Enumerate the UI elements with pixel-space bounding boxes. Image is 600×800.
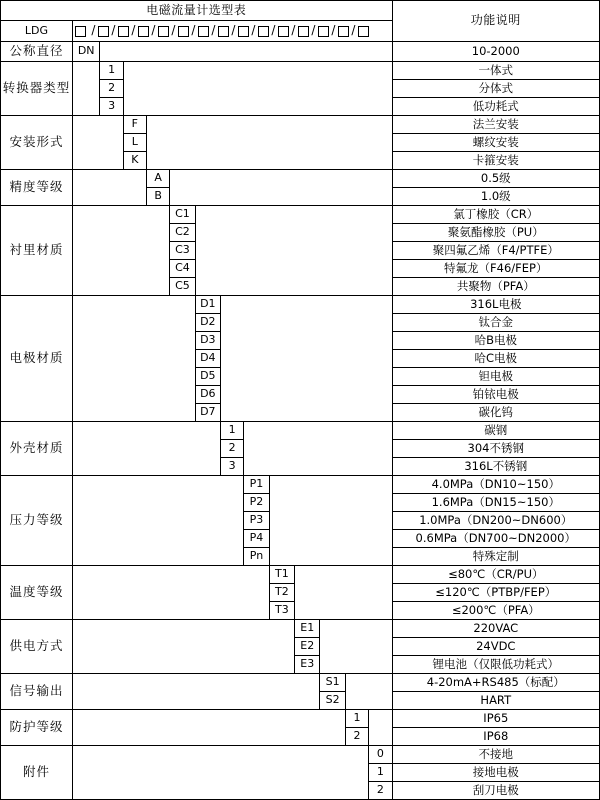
code-cell[interactable]: D3	[195, 332, 220, 350]
description-cell: ≤200℃（PFA）	[392, 602, 599, 620]
description-cell: 接地电极	[392, 764, 599, 782]
code-box[interactable]	[118, 26, 129, 37]
code-cell[interactable]: P1	[244, 476, 269, 494]
description-cell: 刮刀电极	[392, 782, 599, 800]
description-cell: 法兰安装	[392, 116, 599, 134]
description-cell: 304不锈钢	[392, 440, 599, 458]
description-cell: 锂电池（仅限低功耗式）	[392, 656, 599, 674]
description-cell: 10-2000	[392, 42, 599, 62]
code-cell[interactable]: D7	[195, 404, 220, 422]
category-label: 精度等级	[1, 170, 73, 206]
code-cell[interactable]: C1	[170, 206, 195, 224]
table-row	[1, 422, 600, 440]
table-row	[1, 620, 600, 638]
code-cell[interactable]: P2	[244, 494, 269, 512]
code-cell[interactable]: E1	[295, 620, 320, 638]
spacer-cell	[72, 476, 243, 566]
code-box[interactable]	[138, 26, 149, 37]
slash-separator: /	[331, 23, 336, 38]
description-cell: 0.6MPa（DN700~DN2000）	[392, 530, 599, 548]
table-row	[1, 746, 600, 764]
code-cell[interactable]: C2	[170, 224, 195, 242]
description-cell: 钛合金	[392, 314, 599, 332]
table-row	[1, 170, 600, 188]
code-cell[interactable]: L	[123, 134, 146, 152]
table-row	[1, 42, 600, 62]
spacer-cell	[72, 116, 123, 170]
description-cell: 分体式	[392, 80, 599, 98]
description-cell: 卡箍安装	[392, 152, 599, 170]
code-cell[interactable]: Pn	[244, 548, 269, 566]
code-cell[interactable]: F	[123, 116, 146, 134]
spacer-cell	[72, 566, 269, 620]
model-code-boxes	[72, 21, 392, 42]
code-cell[interactable]: D5	[195, 368, 220, 386]
description-cell: 聚四氟乙烯（F4/PTFE）	[392, 242, 599, 260]
description-cell: 一体式	[392, 62, 599, 80]
table-row	[1, 566, 600, 584]
code-cell[interactable]: D1	[195, 296, 220, 314]
code-cell[interactable]: 2	[369, 782, 392, 800]
spacer-cell	[72, 422, 220, 476]
category-label: 压力等级	[1, 476, 73, 566]
code-cell[interactable]: T1	[269, 566, 294, 584]
code-box[interactable]	[258, 26, 269, 37]
spacer-cell	[195, 206, 392, 296]
description-cell: ≤120℃（PTBP/FEP）	[392, 584, 599, 602]
description-cell: 1.0级	[392, 188, 599, 206]
code-box[interactable]	[158, 26, 169, 37]
code-cell[interactable]: 1	[369, 764, 392, 782]
description-cell: 24VDC	[392, 638, 599, 656]
description-cell: 低功耗式	[392, 98, 599, 116]
code-box[interactable]	[298, 26, 309, 37]
code-cell[interactable]: A	[146, 170, 169, 188]
description-cell: 碳化钨	[392, 404, 599, 422]
description-cell: 特殊定制	[392, 548, 599, 566]
code-cell[interactable]: C4	[170, 260, 195, 278]
code-cell[interactable]: 1	[100, 62, 123, 80]
category-label: 衬里材质	[1, 206, 73, 296]
code-cell[interactable]: 3	[100, 98, 123, 116]
description-cell: 1.0MPa（DN200~DN600）	[392, 512, 599, 530]
description-cell: 钽电极	[392, 368, 599, 386]
table-title: 电磁流量计选型表	[1, 1, 393, 21]
description-cell: 共聚物（PFA）	[392, 278, 599, 296]
description-cell: IP68	[392, 728, 599, 746]
code-cell[interactable]: 3	[221, 458, 244, 476]
slash-separator: /	[251, 23, 256, 38]
code-box[interactable]	[218, 26, 229, 37]
category-label: 附件	[1, 746, 73, 800]
description-cell: 1.6MPa（DN15~150）	[392, 494, 599, 512]
code-cell[interactable]: D4	[195, 350, 220, 368]
table-row	[1, 296, 600, 314]
category-label: 安装形式	[1, 116, 73, 170]
description-cell: IP65	[392, 710, 599, 728]
description-cell: 4-20mA+RS485（标配）	[392, 674, 599, 692]
spacer-cell	[221, 296, 393, 422]
description-cell: HART	[392, 692, 599, 710]
slash-separator: /	[211, 23, 216, 38]
code-box[interactable]	[178, 26, 189, 37]
category-label: 电极材质	[1, 296, 73, 422]
category-label: 转换器类型	[1, 62, 73, 116]
code-box[interactable]	[238, 26, 249, 37]
description-cell: 铂铱电极	[392, 386, 599, 404]
code-cell[interactable]: S1	[320, 674, 345, 692]
category-label: 外壳材质	[1, 422, 73, 476]
category-label: 信号输出	[1, 674, 73, 710]
spacer-cell	[72, 206, 169, 296]
description-cell: 316L电极	[392, 296, 599, 314]
table-row	[1, 476, 600, 494]
spacer-cell	[123, 62, 392, 116]
code-cell[interactable]: E3	[295, 656, 320, 674]
slash-separator: /	[311, 23, 316, 38]
code-cell[interactable]: 2	[100, 80, 123, 98]
description-cell: 哈C电极	[392, 350, 599, 368]
table-row	[1, 62, 600, 80]
code-cell[interactable]: E2	[295, 638, 320, 656]
code-cell[interactable]: B	[146, 188, 169, 206]
spacer-cell	[295, 566, 393, 620]
code-cell[interactable]: DN	[72, 42, 100, 62]
code-box[interactable]	[98, 26, 109, 37]
category-label: 公称直径	[1, 42, 73, 62]
code-box[interactable]	[198, 26, 209, 37]
description-cell: 哈B电极	[392, 332, 599, 350]
category-label: 温度等级	[1, 566, 73, 620]
description-cell: 聚氨酯橡胶（PU）	[392, 224, 599, 242]
code-box[interactable]	[75, 26, 86, 37]
code-cell[interactable]: P3	[244, 512, 269, 530]
code-cell[interactable]: D6	[195, 386, 220, 404]
table-row	[1, 116, 600, 134]
slash-separator: /	[131, 23, 136, 38]
spacer-cell	[72, 746, 368, 800]
spacer-cell	[320, 620, 392, 674]
description-cell: 不接地	[392, 746, 599, 764]
table-row	[1, 674, 600, 692]
spacer-cell	[369, 710, 392, 746]
slash-separator: /	[191, 23, 196, 38]
description-cell: 316L不锈钢	[392, 458, 599, 476]
description-cell: 螺纹安装	[392, 134, 599, 152]
slash-separator: /	[91, 23, 96, 38]
slash-separator: /	[271, 23, 276, 38]
spacer-cell	[244, 422, 392, 476]
code-box[interactable]	[338, 26, 349, 37]
spacer-cell	[72, 170, 146, 206]
code-cell[interactable]: 2	[345, 728, 368, 746]
slash-separator: /	[111, 23, 116, 38]
spacer-cell	[72, 620, 294, 674]
code-box[interactable]	[278, 26, 289, 37]
spacer-cell	[170, 170, 392, 206]
model-prefix: LDG	[1, 21, 73, 42]
code-cell[interactable]: T3	[269, 602, 294, 620]
spacer-cell	[269, 476, 392, 566]
description-cell: 220VAC	[392, 620, 599, 638]
code-cell[interactable]: C5	[170, 278, 195, 296]
code-cell[interactable]: S2	[320, 692, 345, 710]
spacer-cell	[72, 296, 195, 422]
code-cell[interactable]: C3	[170, 242, 195, 260]
description-cell: ≤80℃（CR/PU）	[392, 566, 599, 584]
category-label: 防护等级	[1, 710, 73, 746]
code-cell[interactable]: D2	[195, 314, 220, 332]
description-cell: 碳钢	[392, 422, 599, 440]
code-cell[interactable]: 0	[369, 746, 392, 764]
spacer-cell	[100, 42, 392, 62]
table-title-row	[1, 1, 600, 21]
code-box[interactable]	[358, 26, 369, 37]
spacer-cell	[345, 674, 392, 710]
spacer-cell	[72, 674, 320, 710]
description-cell: 0.5级	[392, 170, 599, 188]
function-description-header: 功能说明	[392, 1, 599, 42]
spacer-cell	[146, 116, 392, 170]
description-cell: 特氟龙（F46/FEP）	[392, 260, 599, 278]
description-cell: 4.0MPa（DN10~150）	[392, 476, 599, 494]
slash-separator: /	[171, 23, 176, 38]
slash-separator: /	[151, 23, 156, 38]
code-cell[interactable]: 1	[345, 710, 368, 728]
spacer-cell	[72, 62, 100, 116]
slash-separator: /	[351, 23, 356, 38]
slash-separator: /	[231, 23, 236, 38]
code-cell[interactable]: 2	[221, 440, 244, 458]
description-cell: 氯丁橡胶（CR）	[392, 206, 599, 224]
category-label: 供电方式	[1, 620, 73, 674]
code-cell[interactable]: T2	[269, 584, 294, 602]
code-box[interactable]	[318, 26, 329, 37]
code-cell[interactable]: K	[123, 152, 146, 170]
slash-separator: /	[291, 23, 296, 38]
code-cell[interactable]: 1	[221, 422, 244, 440]
spacer-cell	[72, 710, 345, 746]
code-box-group	[73, 21, 392, 41]
table-row	[1, 710, 600, 728]
code-cell[interactable]: P4	[244, 530, 269, 548]
table-row	[1, 206, 600, 224]
